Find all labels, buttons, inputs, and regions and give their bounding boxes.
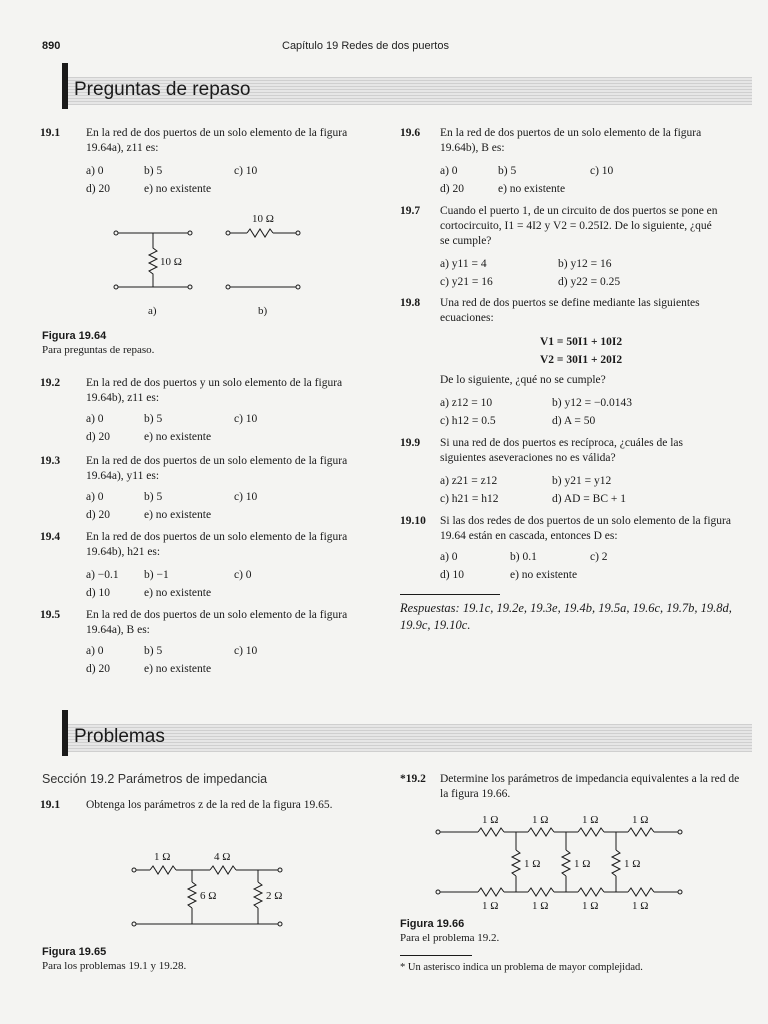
option-d: d) y22 = 0.25 xyxy=(558,276,621,288)
option-e: e) no existente xyxy=(144,183,212,195)
option-e: e) no existente xyxy=(144,663,212,675)
option-d: d) AD = BC + 1 xyxy=(552,493,626,505)
resistor-label: 1 Ω xyxy=(482,900,499,912)
question-text: Si una red de dos puertos es recíproca, ¿cuáles de las siguientes aseveraciones no es válida? xyxy=(440,437,684,464)
question-number: 19.8 xyxy=(400,297,421,309)
question-number: 19.9 xyxy=(400,437,421,449)
figure-19-66-label: Figura 19.66 xyxy=(400,918,465,930)
equation-v1: V1 = 50I1 + 10I2 xyxy=(540,336,623,348)
option-d: d) 20 xyxy=(86,183,110,195)
option-d: d) 20 xyxy=(86,663,110,675)
option-b: b) 5 xyxy=(498,165,517,177)
option-d: d) 20 xyxy=(86,509,110,521)
resistor-label: 1 Ω xyxy=(624,858,641,870)
question-text: Si las dos redes de dos puertos de un solo elemento de la figura 19.64 están en cascada, entonces D es: xyxy=(440,515,731,542)
option-b: b) 5 xyxy=(144,491,163,503)
question-19-1 xyxy=(40,126,360,156)
question-19-5 xyxy=(40,608,365,638)
question-19-8 xyxy=(400,296,718,326)
figure-19-64-label: Figura 19.64 xyxy=(42,330,107,342)
figure-19-66-caption: Para el problema 19.2. xyxy=(400,932,500,944)
option-a: a) −0.1 xyxy=(86,569,119,581)
banner-bar xyxy=(62,63,68,109)
question-19-3 xyxy=(40,454,365,484)
subfigure-b-label: b) xyxy=(258,305,268,317)
question-number: 19.10 xyxy=(400,515,426,527)
question-text: En la red de dos puertos de un solo elemento de la figura 19.64b), B es: xyxy=(440,127,702,154)
answers-rule xyxy=(400,594,500,595)
problem-number: *19.2 xyxy=(400,773,426,785)
resistor-label: 1 Ω xyxy=(532,900,549,912)
option-a: a) z12 = 10 xyxy=(440,397,493,409)
question-19-2 xyxy=(40,376,365,406)
figure-19-65-circuit xyxy=(128,846,298,938)
option-a: a) z21 = z12 xyxy=(440,475,498,487)
running-head: Capítulo 19 Redes de dos puertos xyxy=(282,40,449,52)
resistor-label: 1 Ω xyxy=(482,814,499,826)
option-c: c) y21 = 16 xyxy=(440,276,493,288)
option-c: c) 10 xyxy=(234,491,258,503)
option-b: b) 5 xyxy=(144,165,163,177)
resistor-4-label: 2 Ω xyxy=(266,890,283,902)
option-c: c) 0 xyxy=(234,569,252,581)
option-d: d) 10 xyxy=(440,569,464,581)
question-19-10 xyxy=(400,514,742,544)
option-c: c) h21 = h12 xyxy=(440,493,499,505)
option-c: c) 10 xyxy=(234,645,258,657)
shunt-resistor-label: 10 Ω xyxy=(160,256,182,268)
question-number: 19.2 xyxy=(40,377,61,389)
problems-banner xyxy=(62,724,752,752)
option-a: a) 0 xyxy=(440,165,458,177)
option-a: a) 0 xyxy=(86,413,104,425)
option-e: e) no existente xyxy=(510,569,578,581)
question-number: 19.3 xyxy=(40,455,61,467)
option-e: e) no existente xyxy=(498,183,566,195)
figure-19-65-caption: Para los problemas 19.1 y 19.28. xyxy=(42,960,187,972)
review-title: Preguntas de repaso xyxy=(74,79,251,100)
option-c: c) h12 = 0.5 xyxy=(440,415,496,427)
question-number: 19.6 xyxy=(400,127,421,139)
problem-text: Determine los parámetros de impedancia equivalentes a la red de la figura 19.66. xyxy=(440,773,740,800)
option-a: a) y11 = 4 xyxy=(440,258,487,270)
review-banner xyxy=(62,77,752,105)
question-text: En la red de dos puertos y un solo elemento de la figura 19.64b), z11 es: xyxy=(86,377,343,404)
option-e: e) no existente xyxy=(144,431,212,443)
option-b: b) −1 xyxy=(144,569,169,581)
question-19-7 xyxy=(400,204,718,249)
resistor-label: 1 Ω xyxy=(532,814,549,826)
question-text: En la red de dos puertos de un solo elemento de la figura 19.64b), h21 es: xyxy=(86,531,348,558)
question-19-8-ask: De lo siguiente, ¿qué no se cumple? xyxy=(440,374,606,386)
section-heading: Sección 19.2 Parámetros de impedancia xyxy=(42,772,268,786)
option-c: c) 10 xyxy=(590,165,614,177)
problem-19-2 xyxy=(400,772,745,802)
option-e: e) no existente xyxy=(144,587,212,599)
option-e: e) no existente xyxy=(144,509,212,521)
footnote: * Un asterisco indica un problema de mayor complejidad. xyxy=(400,962,643,973)
banner-bar xyxy=(62,710,68,756)
question-text: En la red de dos puertos de un solo elemento de la figura 19.64a), y11 es: xyxy=(86,455,348,482)
equation-v2: V2 = 30I1 + 20I2 xyxy=(540,354,623,366)
question-number: 19.7 xyxy=(400,205,421,217)
resistor-1-label: 1 Ω xyxy=(154,851,171,863)
question-19-4 xyxy=(40,530,365,560)
option-c: c) 10 xyxy=(234,165,258,177)
question-19-6 xyxy=(400,126,710,156)
option-b: b) y12 = −0.0143 xyxy=(552,397,633,409)
question-text: Cuando el puerto 1, de un circuito de dos puertos se pone en cortocircuito, I1 = 4I2 y V2 = 0.25I2. De lo siguiente, ¿qué se cumple? xyxy=(440,205,718,247)
option-c: c) 10 xyxy=(234,413,258,425)
resistor-label: 1 Ω xyxy=(524,858,541,870)
option-b: b) 5 xyxy=(144,645,163,657)
option-a: a) 0 xyxy=(86,491,104,503)
question-number: 19.5 xyxy=(40,609,61,621)
option-a: a) 0 xyxy=(86,645,104,657)
option-a: a) 0 xyxy=(440,551,458,563)
footnote-rule xyxy=(400,955,472,956)
resistor-2-label: 4 Ω xyxy=(214,851,231,863)
figure-19-64-caption: Para preguntas de repaso. xyxy=(42,344,155,356)
problem-19-1 xyxy=(40,798,370,813)
resistor-label: 1 Ω xyxy=(574,858,591,870)
series-resistor-label: 10 Ω xyxy=(252,213,274,225)
question-text: Una red de dos puertos se define mediante las siguientes ecuaciones: xyxy=(440,297,700,324)
resistor-label: 1 Ω xyxy=(632,900,649,912)
subfigure-a-label: a) xyxy=(148,305,157,317)
page-number: 890 xyxy=(42,40,61,52)
problem-text: Obtenga los parámetros z de la red de la figura 19.65. xyxy=(86,799,333,811)
option-b: b) 5 xyxy=(144,413,163,425)
option-b: b) y21 = y12 xyxy=(552,475,612,487)
option-d: d) 10 xyxy=(86,587,110,599)
question-text: En la red de dos puertos de un solo elemento de la figura 19.64a), B es: xyxy=(86,609,348,636)
resistor-label: 1 Ω xyxy=(582,814,599,826)
resistor-label: 1 Ω xyxy=(632,814,649,826)
question-text: En la red de dos puertos de un solo elemento de la figura 19.64a), z11 es: xyxy=(86,127,348,154)
resistor-label: 1 Ω xyxy=(582,900,599,912)
option-c: c) 2 xyxy=(590,551,608,563)
option-b: b) 0.1 xyxy=(510,551,537,563)
question-number: 19.4 xyxy=(40,531,61,543)
option-a: a) 0 xyxy=(86,165,104,177)
question-number: 19.1 xyxy=(40,127,61,139)
option-d: d) 20 xyxy=(86,431,110,443)
answers: Respuestas: 19.1c, 19.2e, 19.3e, 19.4b, 19.5a, 19.6c, 19.7b, 19.8d, 19.9c, 19.10c. xyxy=(400,601,732,632)
resistor-3-label: 6 Ω xyxy=(200,890,217,902)
option-d: d) 20 xyxy=(440,183,464,195)
figure-19-65-label: Figura 19.65 xyxy=(42,946,107,958)
problems-title: Problemas xyxy=(74,726,165,747)
option-b: b) y12 = 16 xyxy=(558,258,612,270)
question-19-9 xyxy=(400,436,718,466)
option-d: d) A = 50 xyxy=(552,415,596,427)
figure-19-66-circuit xyxy=(432,812,702,912)
problem-number: 19.1 xyxy=(40,799,61,811)
figure-19-64-circuit xyxy=(100,208,320,320)
